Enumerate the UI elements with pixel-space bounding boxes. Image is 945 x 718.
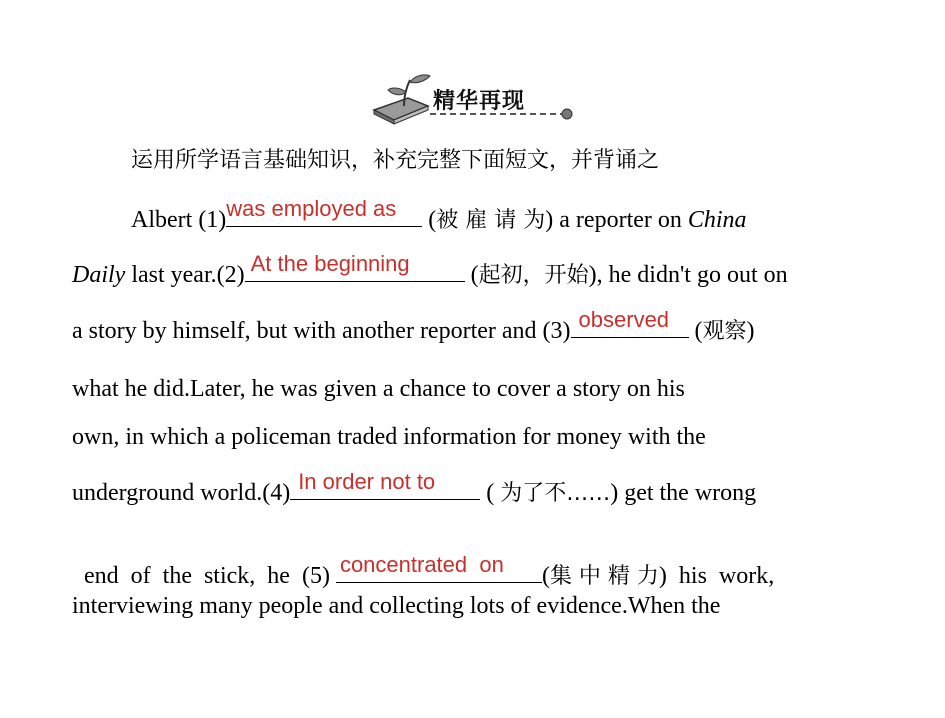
passage-line-7: end of the stick, he (5) concentrated on (集 中 精 力) his work, — [84, 552, 775, 589]
passage-line-2: Daily last year.(2) At the beginning (起初，开始), he didn't go out on — [72, 251, 788, 288]
passage-line-1: Albert (1) was employed as (被 雇 请 为) a reporter on China — [131, 196, 747, 233]
passage-line-4: what he did.Later, he was given a chance to cover a story on his — [72, 376, 685, 402]
book-icon — [374, 75, 430, 124]
blank-2[interactable] — [245, 251, 465, 282]
badge-dot — [562, 109, 572, 119]
answer-2: At the beginning — [250, 251, 410, 276]
instruction-text: 运用所学语言基础知识，补充完整下面短文，并背诵之 — [131, 148, 660, 173]
blank-4[interactable] — [290, 469, 480, 500]
passage-line-5: own, in which a policeman traded information for money with the — [72, 424, 706, 450]
answer-4: In order not to — [298, 469, 436, 494]
section-title: 精华再现 — [433, 89, 526, 114]
passage-line-6: underground world.(4) In order not to ( 为了不……) get the wrong — [72, 469, 757, 506]
answer-3: observed — [578, 307, 670, 332]
passage-line-3: a story by himself, but with another reporter and (3) observed (观察) — [72, 307, 755, 344]
passage-line-8: interviewing many people and collecting lots of evidence.When the — [72, 593, 721, 619]
blank-5[interactable] — [336, 552, 542, 583]
answer-1: was employed as — [226, 196, 397, 221]
answer-5: concentrated on — [339, 552, 504, 577]
blank-3[interactable] — [571, 307, 689, 338]
blank-1[interactable] — [226, 196, 422, 227]
